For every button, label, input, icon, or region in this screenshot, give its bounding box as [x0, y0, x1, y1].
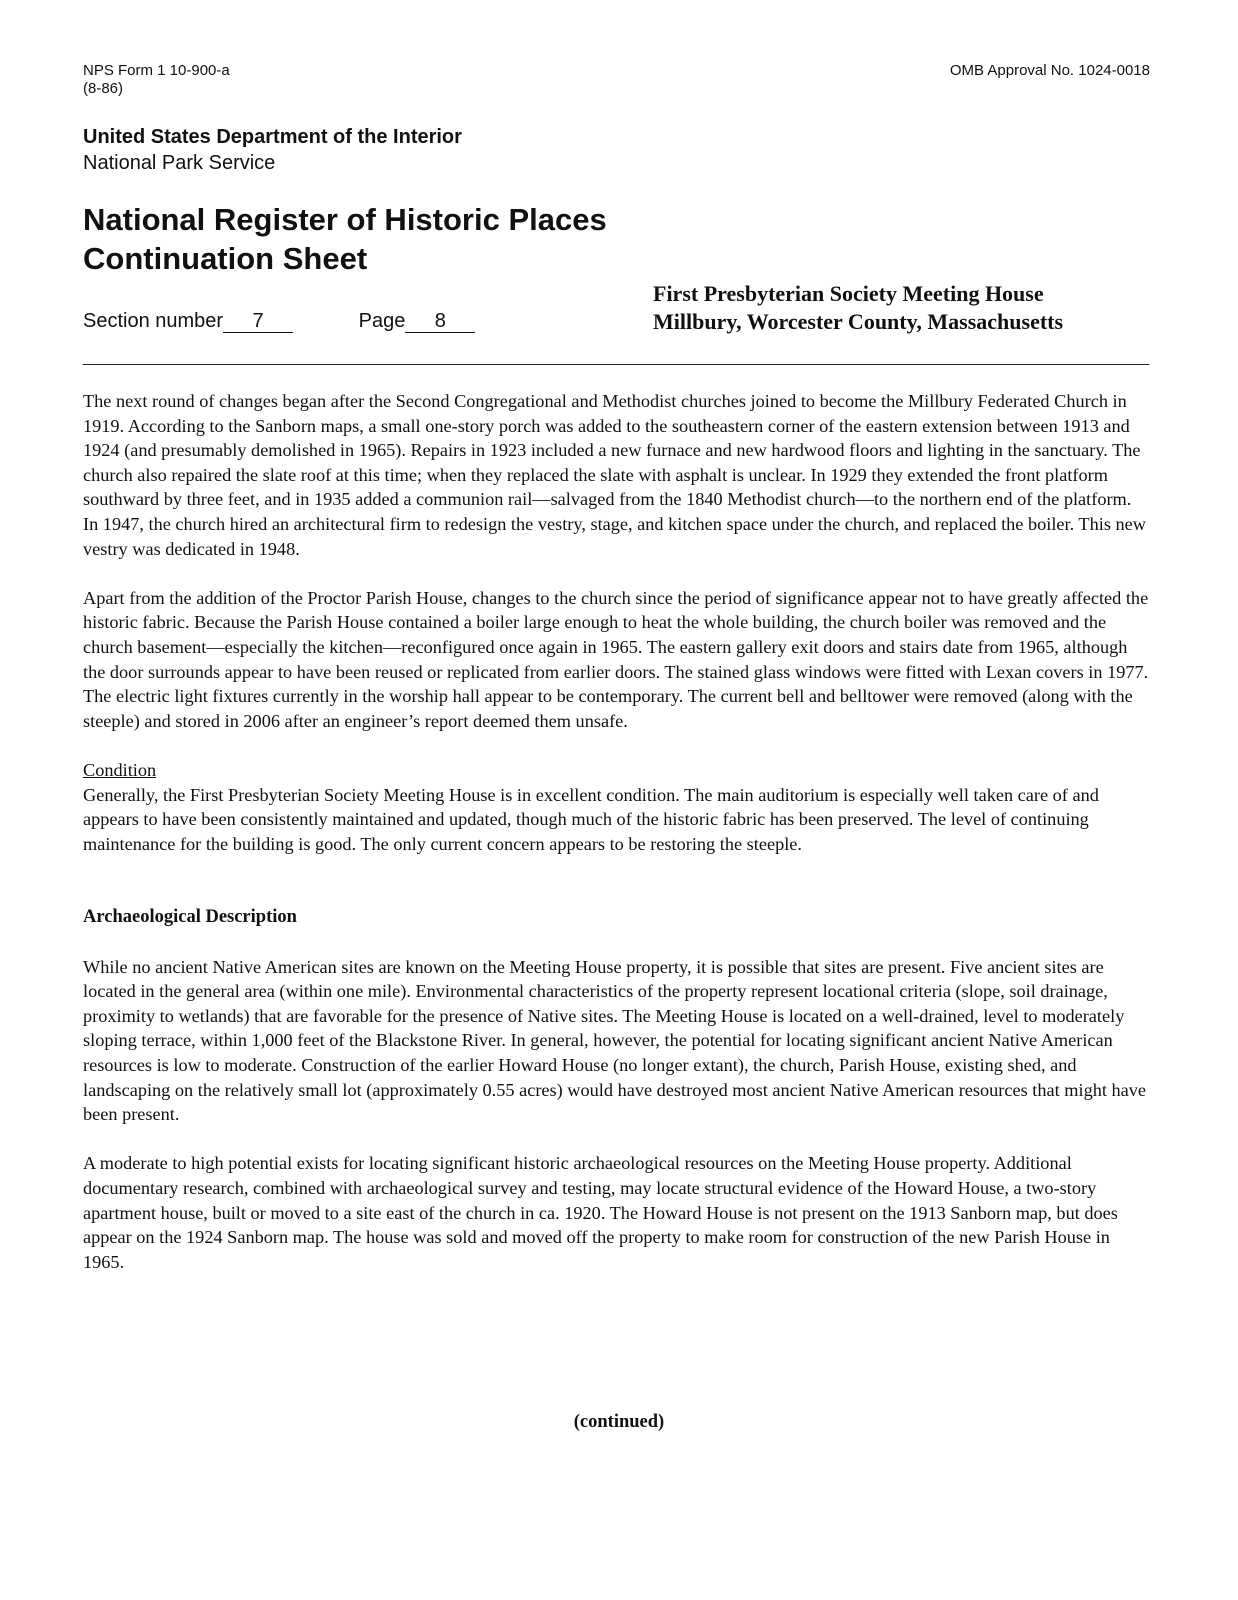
title-line-1: National Register of Historic Places — [83, 202, 607, 237]
continued-label: (continued) — [573, 1412, 665, 1432]
property-block — [653, 280, 1063, 336]
service-name: National Park Service — [83, 152, 276, 174]
omb-approval: OMB Approval No. 1024-0018 — [949, 62, 1150, 79]
section-number: 7 — [223, 310, 293, 333]
header-divider — [83, 364, 1149, 365]
condition-heading: Condition — [83, 759, 157, 780]
section-page-line — [83, 308, 475, 334]
archaeological-heading: Archaeological Description — [83, 907, 297, 928]
paragraph-later-changes: Apart from the addition of the Proctor Parish House, changes to the church since the period of significance appear not to have greatly affected the historic fabric. Because the Parish House contained a boiler large enough to heat the whole building, the church boiler was removed and the church basement—especially the kitchen—reconfigured once again in 1965. The eastern gallery exit doors and stairs date from 1965, although the door surrounds appear to have been reused or replicated from earlier doors. The stained glass windows were fitted with Lexan covers in 1977. The electric light fixtures currently in the worship hall appear to be contemporary. The current bell and belltower were removed (along with the steeple) and stored in 2006 after an engineer’s report deemed them unsafe. — [83, 587, 1149, 731]
property-location: Millbury, Worcester County, Massachusetts — [653, 309, 1064, 334]
title-line-2: Continuation Sheet — [83, 241, 368, 276]
paragraph-historic-resources: A moderate to high potential exists for locating significant historic archaeological resources on the Meeting House property. Additional documentary research, combined with archaeological survey and testing, may locate structural evidence of the Howard House, a two-story apartment house, built or moved to a site east of the church in ca. 1920. The Howard House is not present on the 1913 Sanborn map, but does appear on the 1924 Sanborn map. The house was sold and moved off the property to make room for construction of the new Parish House in 1965. — [83, 1153, 1118, 1272]
agency-block — [83, 124, 462, 176]
page-label: Page — [358, 310, 406, 332]
property-name: First Presbyterian Society Meeting House — [653, 281, 1044, 306]
form-number: NPS Form 1 10-900-a — [83, 62, 230, 79]
paragraph-condition: Generally, the First Presbyterian Society Meeting House is in excellent condition. The main auditorium is especially well taken care of and appears to have been consistently maintained and updated, though much of the historic fabric has been preserved. The level of continuing maintenance for the building is good. The only current concern appears to be restoring the steeple. — [83, 784, 1099, 854]
form-identifier — [83, 62, 230, 98]
paragraph-native-sites: While no ancient Native American sites are known on the Meeting House property, it is possible that sites are present. Five ancient sites are located in the general area (within one mile). Environmental characteristics of the property represent locational criteria (slope, soil drainage, proximity to wetlands) that are favorable for the presence of Native sites. The Meeting House is located on a well-drained, level to moderately sloping terrace, within 1,000 feet of the Blackstone River. In general, however, the potential for locating significant ancient Native American resources is low to moderate. Construction of the earlier Howard House (no longer extant), the church, Parish House, existing shed, and landscaping on the relatively small lot (approximately 0.55 acres) would have destroyed most ancient Native American resources that might have been present. — [83, 956, 1147, 1125]
form-date: (8-86) — [83, 80, 124, 97]
spacer — [83, 881, 1149, 906]
paragraph-changes-1919: The next round of changes began after the Second Congregational and Methodist churches joined to become the Millbury Federated Church in 1919. According to the Sanborn maps, a small one-story porch was added to the southeastern corner of the eastern extension between 1913 and 1924 (and presumably demolished in 1965). Repairs in 1923 included a new furnace and new hardwood floors and lighting in the sanctuary. The church also repaired the slate roof at this time; when they replaced the slate with asphalt is unclear. In 1929 they extended the front platform southward by three feet, and in 1935 added a communion rail—salvaged from the 1840 Methodist church—to the northern end of the platform. In 1947, the church hired an architectural firm to redesign the vestry, stage, and kitchen space under the church, and replaced the boiler. This new vestry was dedicated in 1948. — [83, 391, 1146, 559]
department-name: United States Department of the Interior — [83, 126, 462, 148]
page-number: 8 — [405, 310, 475, 333]
section-label: Section number — [83, 310, 224, 332]
document-title — [83, 200, 607, 278]
document-body — [83, 389, 1149, 1299]
